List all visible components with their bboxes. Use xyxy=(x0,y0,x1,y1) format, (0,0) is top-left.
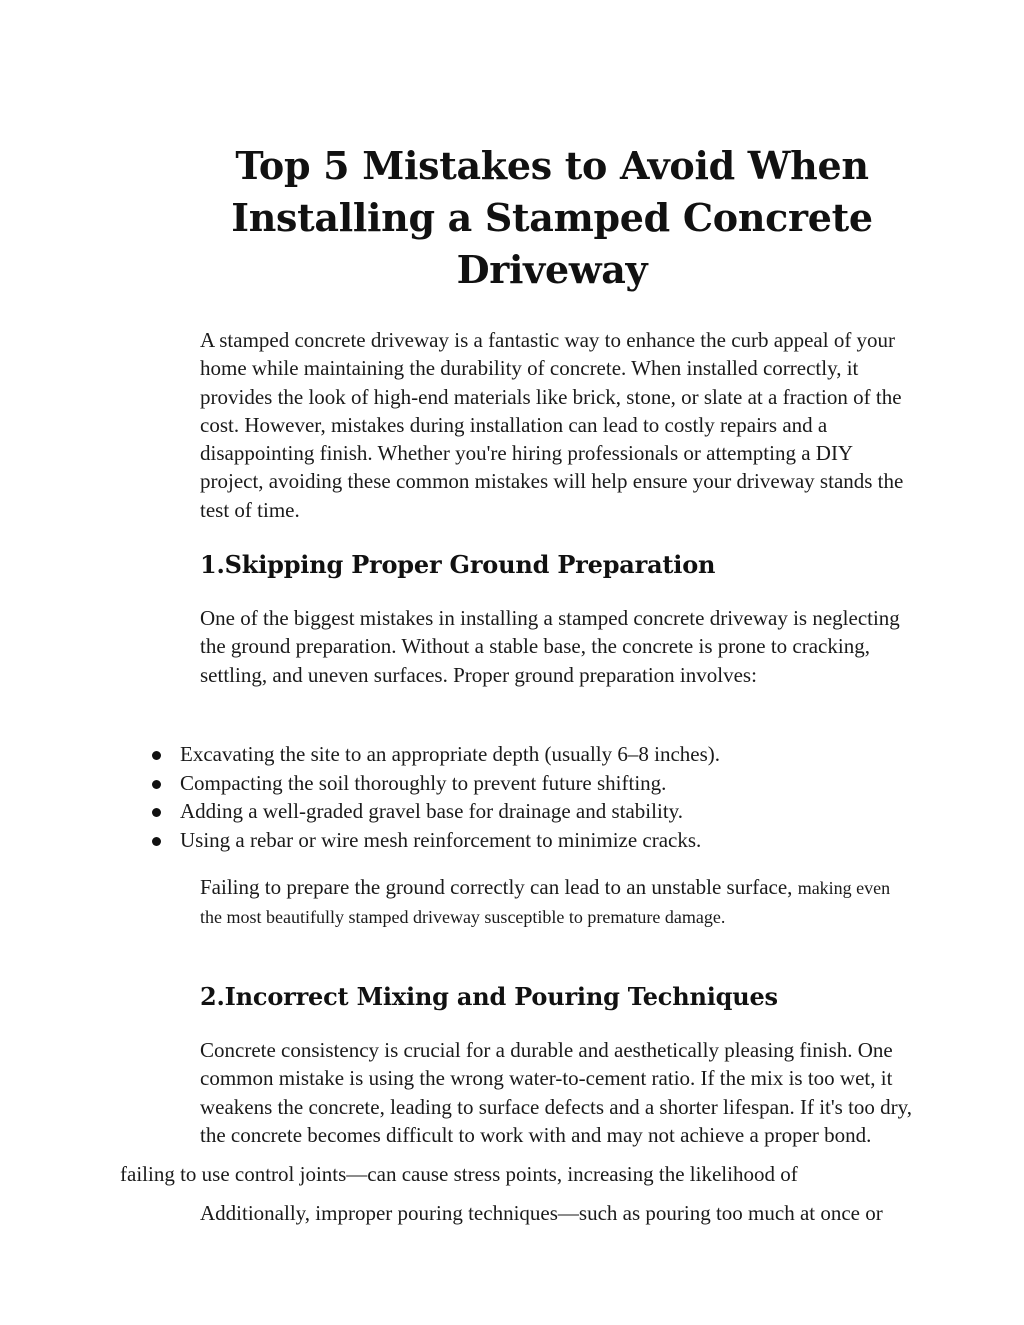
section-1-outro-small-text: making even the most beautifully stamped driveway susceptible to premature damage. xyxy=(200,878,891,928)
section-1-outro-text: Failing to prepare the ground correctly can lead to an unstable surface, xyxy=(200,875,793,899)
section-1-heading: 1.Skipping Proper Ground Preparation xyxy=(200,550,716,579)
bullet-icon xyxy=(152,751,161,760)
section-1-intro-paragraph: One of the biggest mistakes in installing a stamped concrete driveway is neglecting the ground preparation. Without a stable base, the concrete is prone to cracking, settling, and uneven surfaces. Proper ground preparation involves: xyxy=(200,606,900,687)
list-item xyxy=(150,797,930,826)
page-title: Top 5 Mistakes to Avoid When Installing a Stamped Concrete Driveway xyxy=(231,143,873,292)
bullet-icon xyxy=(152,837,161,846)
section-2-paragraph-2: Additionally, improper pouring techniques—such as pouring too much at once or xyxy=(200,1201,883,1225)
list-item-text: Excavating the site to an appropriate depth (usually 6–8 inches). xyxy=(180,742,721,766)
list-item xyxy=(150,740,930,769)
section-2-heading: 2.Incorrect Mixing and Pouring Techniques xyxy=(200,982,778,1011)
section-1-bullet-list xyxy=(150,740,930,855)
list-item xyxy=(150,826,930,855)
bullet-icon xyxy=(152,780,161,789)
section-1-outro-paragraph xyxy=(200,873,910,932)
bullet-icon xyxy=(152,808,161,817)
overlapping-text-line: failing to use control joints—can cause stress points, increasing the likelihood of xyxy=(120,1162,798,1186)
list-item-text: Compacting the soil thoroughly to prevent future shifting. xyxy=(180,770,667,795)
list-item xyxy=(150,769,930,798)
list-item-text: Using a rebar or wire mesh reinforcement to minimize cracks. xyxy=(180,828,702,853)
section-2-paragraph-1: Concrete consistency is crucial for a durable and aesthetically pleasing finish. One common mistake is using the wrong water-to-cement ratio. If the mix is too wet, it weakens the concrete, leading to surface defects and a shorter lifespan. If it's too dry, the concrete becomes difficult to work with and may not achieve a proper bond. xyxy=(200,1038,913,1147)
intro-paragraph: A stamped concrete driveway is a fantastic way to enhance the curb appeal of your home while maintaining the durability of concrete. When installed correctly, it provides the look of high-end materials like brick, stone, or slate at a fraction of the cost. However, mistakes during installation can lead to costly repairs and a disappointing finish. Whether you're hiring professionals or attempting a DIY project, avoiding these common mistakes will help ensure your driveway stands the test of time. xyxy=(200,328,904,522)
list-item-text: Adding a well-graded gravel base for drainage and stability. xyxy=(180,799,684,824)
